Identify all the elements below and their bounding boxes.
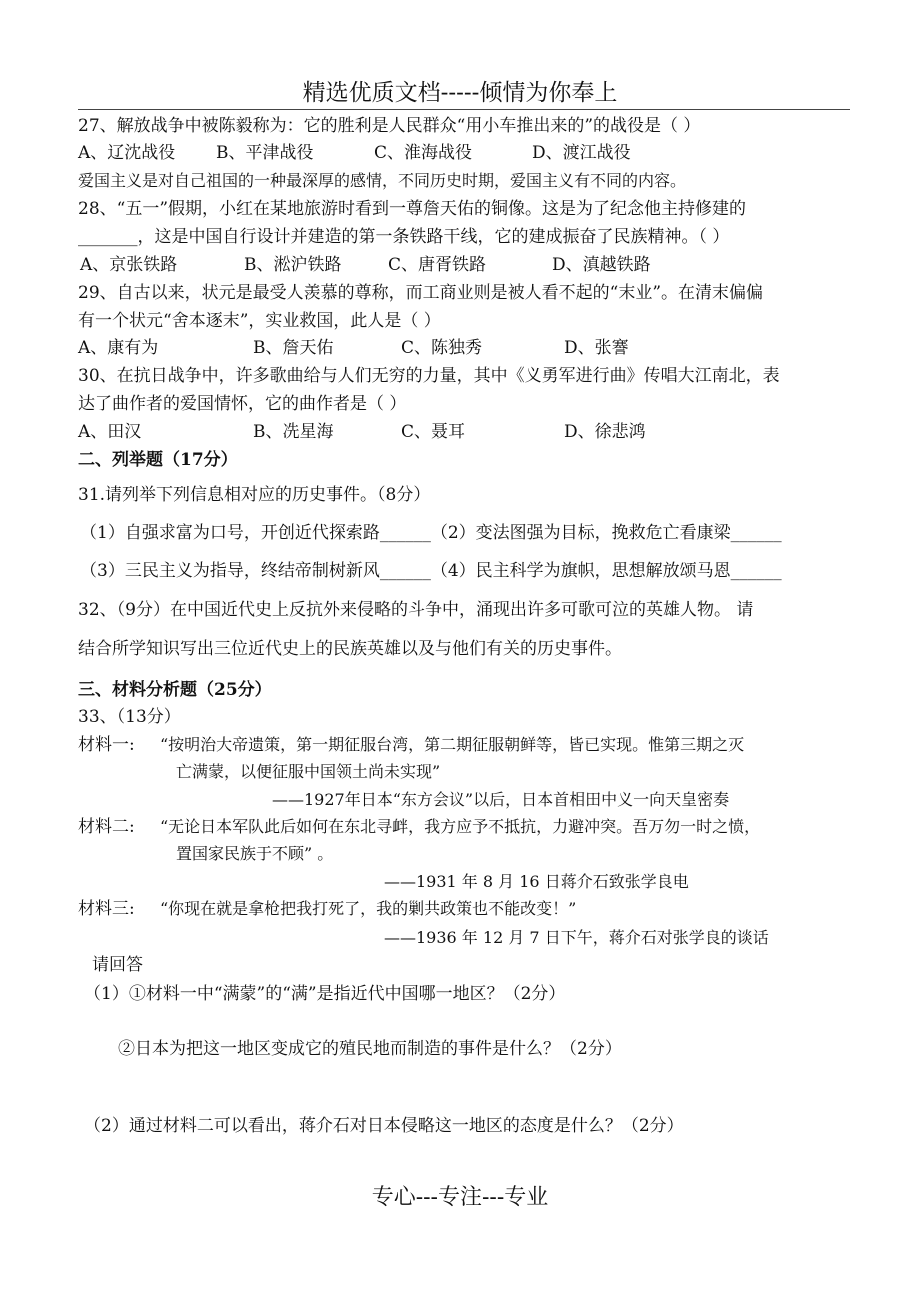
q27-option-b: B、平津战役: [216, 143, 314, 163]
q28-option-a: A、京张铁路: [80, 255, 178, 275]
q30-stem-line2: 达了曲作者的爱国情怀，它的曲作者是（ ）: [78, 394, 407, 414]
header-divider: [78, 109, 850, 110]
q29-options: [78, 337, 838, 359]
q28-option-d: D、滇越铁路: [552, 255, 651, 275]
q29-stem-line2: 有一个状元“舍本逐末”，实业救国，此人是（ ）: [78, 311, 441, 331]
material-2-text-line2: 置国家民族于不顾” 。: [176, 844, 334, 863]
q33-sub1a: （1）①材料一中“满蒙”的“满”是指近代中国哪一地区？（2分）: [84, 984, 566, 1004]
section-2-heading: 二、列举题（17分）: [78, 450, 238, 470]
q29-option-c: C、陈独秀: [401, 338, 483, 358]
q31-row2: （3）三民主义为指导，终结帝制树新风______（4）民主科学为旗帜，思想解放颂马恩______: [80, 561, 782, 581]
q31-row1: （1）自强求富为口号，开创近代探索路______（2）变法图强为目标，挽救危亡看康梁______: [80, 523, 782, 543]
q28-option-b: B、淞沪铁路: [244, 255, 342, 275]
patriotism-note: 爱国主义是对自己祖国的一种最深厚的感情，不同历史时期，爱国主义有不同的内容。: [78, 171, 687, 190]
material-1-text-line1: “按明治大帝遗策，第一期征服台湾，第二期征服朝鲜等，皆已实现。惟第三期之灭: [160, 735, 745, 754]
q30-option-c: C、聂耳: [401, 422, 466, 442]
material-3-source: ——1936 年 12 月 7 日下午，蒋介石对张学良的谈话: [384, 928, 769, 947]
q27-option-c: C、淮海战役: [374, 143, 473, 163]
q27-stem: 27、解放战争中被陈毅称为：它的胜利是人民群众“用小车推出来的”的战役是（ ）: [78, 116, 701, 136]
q28-option-c: C、唐胥铁路: [388, 255, 487, 275]
q30-options: [78, 421, 838, 443]
q30-stem-line1: 30、在抗日战争中，许多歌曲给与人们无穷的力量，其中《义勇军进行曲》传唱大江南北，表: [78, 366, 780, 386]
material-3-text-line1: “你现在就是拿枪把我打死了，我的剿共政策也不能改变！”: [160, 899, 577, 918]
q30-option-a: A、田汉: [78, 422, 142, 442]
material-1-label: 材料一:: [78, 735, 135, 755]
q29-option-b: B、詹天佑: [253, 338, 334, 358]
q28-options: [80, 254, 840, 276]
q33-sub2: （2）通过材料二可以看出，蒋介石对日本侵略这一地区的态度是什么？（2分）: [84, 1116, 684, 1136]
answer-prompt: 请回答: [92, 955, 143, 975]
material-1-text-line2: 亡满蒙，以便征服中国领土尚未实现”: [176, 762, 441, 781]
q28-stem-line1: 28、“五一”假期，小红在某地旅游时看到一尊詹天佑的铜像。这是为了纪念他主持修建的: [78, 199, 747, 219]
q27-option-d: D、渡江战役: [532, 143, 631, 163]
q27-option-a: A、辽沈战役: [78, 143, 176, 163]
q29-stem-line1: 29、自古以来，状元是最受人羡慕的尊称，而工商业则是被人看不起的“末业”。在清末偏偏: [78, 283, 764, 303]
section-3-heading: 三、材料分析题（25分）: [78, 680, 272, 700]
q33-label: 33、（13分）: [78, 707, 181, 727]
page-header: 精选优质文档-----倾情为你奉上: [302, 80, 618, 106]
q29-option-a: A、康有为: [78, 338, 159, 358]
material-2-label: 材料二:: [78, 817, 135, 837]
q29-option-d: D、张謇: [564, 338, 629, 358]
q32-stem-line2: 结合所学知识写出三位近代史上的民族英雄以及与他们有关的历史事件。: [78, 639, 622, 659]
q32-stem-line1: 32、（9分）在中国近代史上反抗外来侵略的斗争中，涌现出许多可歌可泣的英雄人物。 请: [78, 600, 754, 620]
q27-options: [78, 142, 838, 164]
q30-option-d: D、徐悲鸿: [564, 422, 646, 442]
q33-sub1b: ②日本为把这一地区变成它的殖民地而制造的事件是什么？（2分）: [118, 1039, 622, 1059]
q30-option-b: B、冼星海: [253, 422, 334, 442]
material-3-label: 材料三:: [78, 899, 135, 919]
q31-stem: 31.请列举下列信息相对应的历史事件。（8分）: [78, 485, 431, 505]
material-2-source: ——1931 年 8 月 16 日蒋介石致张学良电: [384, 872, 689, 891]
material-2-text-line1: “无论日本军队此后如何在东北寻衅，我方应予不抵抗，力避冲突。吾万勿一时之愤，: [160, 817, 761, 836]
q28-stem-line2: _______，这是中国自行设计并建造的第一条铁路干线，它的建成振奋了民族精神。（ ）: [78, 227, 730, 247]
material-1-source: ——1927年日本“东方会议”以后，日本首相田中义一向天皇密奏: [272, 790, 730, 809]
page-footer: 专心---专注---专业: [371, 1185, 549, 1210]
